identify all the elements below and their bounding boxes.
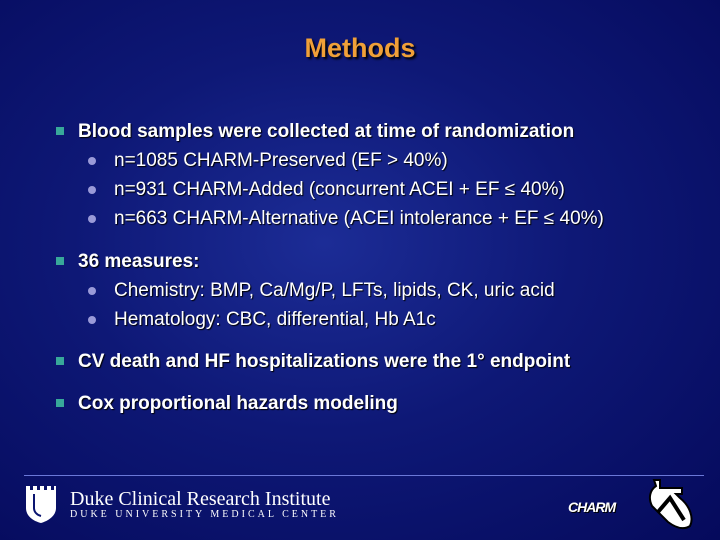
center-name: DUKE UNIVERSITY MEDICAL CENTER bbox=[70, 508, 339, 520]
square-bullet-icon bbox=[56, 257, 64, 265]
round-bullet-icon bbox=[88, 287, 96, 295]
institute-name: Duke Clinical Research Institute bbox=[70, 487, 331, 510]
round-bullet-icon bbox=[88, 186, 96, 194]
square-bullet-icon bbox=[56, 399, 64, 407]
charm-wordmark: CHARM bbox=[568, 499, 616, 515]
dcri-logo bbox=[24, 484, 339, 524]
square-bullet-icon bbox=[56, 357, 64, 365]
square-bullet-icon bbox=[56, 127, 64, 135]
duke-shield-icon bbox=[24, 484, 58, 524]
round-bullet-icon bbox=[88, 316, 96, 324]
slide-title: Methods bbox=[304, 33, 416, 63]
charm-logo-icon bbox=[644, 478, 700, 530]
round-bullet-icon bbox=[88, 215, 96, 223]
round-bullet-icon bbox=[88, 157, 96, 165]
footer-divider bbox=[24, 475, 704, 476]
